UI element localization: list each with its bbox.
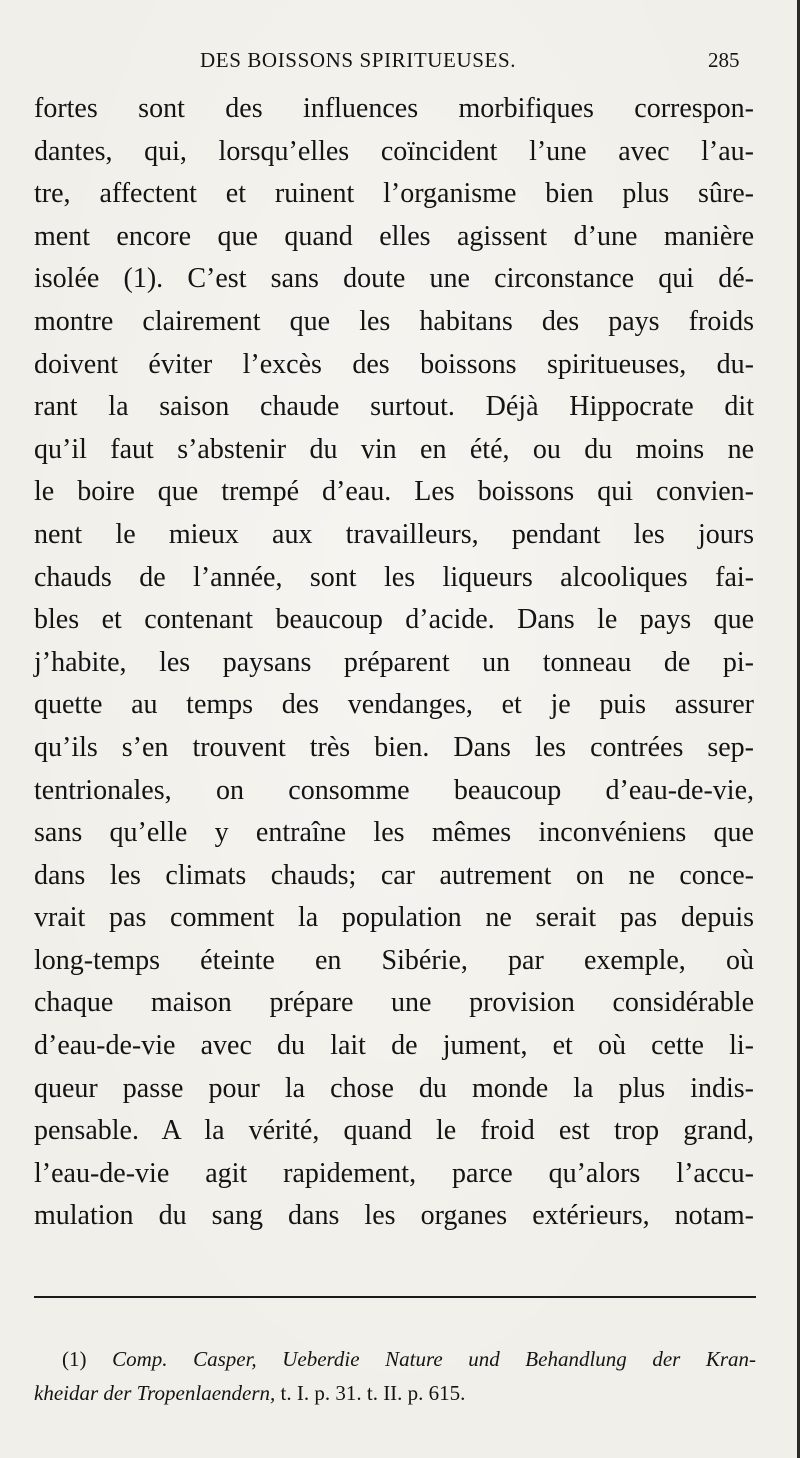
running-title: DES BOISSONS SPIRITUEUSES. bbox=[200, 48, 517, 72]
text-line: vrait pas comment la population ne serait pas depuis bbox=[34, 902, 754, 934]
page-header bbox=[0, 44, 800, 78]
footnote-comp: Comp. bbox=[112, 1347, 168, 1371]
footnote-author: Casper, bbox=[193, 1347, 257, 1371]
text-line: bles et contenant beaucoup d’acide. Dans le pays que bbox=[34, 604, 754, 636]
text-line: chaque maison prépare une provision considérable bbox=[34, 987, 754, 1019]
text-line: rant la saison chaude surtout. Déjà Hippocrate dit bbox=[34, 391, 754, 423]
text-line: j’habite, les paysans préparent un tonneau de pi- bbox=[34, 646, 754, 678]
text-line: doivent éviter l’excès des boissons spiritueuses, du- bbox=[34, 348, 754, 380]
text-line: isolée (1). C’est sans doute une circonstance qui dé- bbox=[34, 263, 754, 295]
footnote-line-2 bbox=[34, 1376, 756, 1410]
footnote-line-1 bbox=[34, 1342, 756, 1376]
text-line: pensable. A la vérité, quand le froid est trop grand, bbox=[34, 1115, 754, 1147]
footnote-divider bbox=[34, 1296, 756, 1298]
text-line: qu’ils s’en trouvent très bien. Dans les contrées sep- bbox=[34, 731, 754, 763]
text-line: mulation du sang dans les organes extérieurs, notam- bbox=[34, 1200, 754, 1232]
text-line: fortes sont des influences morbifiques correspon- bbox=[34, 93, 754, 124]
text-line: long-temps éteinte en Sibérie, par exemple, où bbox=[34, 944, 754, 976]
text-line: sans qu’elle y entraîne les mêmes inconvéniens que bbox=[34, 817, 754, 849]
text-line: queur passe pour la chose du monde la plus indis- bbox=[34, 1072, 754, 1104]
text-line: dans les climats chauds; car autrement on ne conce- bbox=[34, 859, 754, 891]
text-line: chauds de l’année, sont les liqueurs alcooliques fai- bbox=[34, 561, 754, 593]
text-line: dantes, qui, lorsqu’elles coïncident l’une avec l’au- bbox=[34, 135, 754, 167]
text-line: qu’il faut s’abstenir du vin en été, ou du moins ne bbox=[34, 433, 754, 465]
text-line: d’eau-de-vie avec du lait de jument, et où cette li- bbox=[34, 1030, 754, 1062]
footnote-title-2: kheidar der Tropenlaendern, bbox=[34, 1381, 276, 1405]
text-line: tentrionales, on consomme beaucoup d’eau-de-vie, bbox=[34, 774, 754, 806]
text-line: tre, affectent et ruinent l’organisme bien plus sûre- bbox=[34, 178, 754, 210]
text-line: l’eau-de-vie agit rapidement, parce qu’alors l’accu- bbox=[34, 1157, 754, 1189]
text-line: ment encore que quand elles agissent d’une manière bbox=[34, 220, 754, 252]
text-line: le boire que trempé d’eau. Les boissons qui convien- bbox=[34, 476, 754, 508]
page-number: 285 bbox=[708, 48, 740, 72]
body-text bbox=[34, 88, 754, 1238]
footnote-title-1: Ueberdie Nature und Behandlung der Kran- bbox=[282, 1347, 757, 1371]
footnote-marker: (1) bbox=[62, 1347, 87, 1371]
text-line: quette au temps des vendanges, et je puis assurer bbox=[34, 689, 754, 721]
text-line: nent le mieux aux travailleurs, pendant les jours bbox=[34, 518, 754, 550]
text-line: montre clairement que les habitans des pays froids bbox=[34, 305, 754, 337]
footnote-citation: t. I. p. 31. t. II. p. 615. bbox=[280, 1381, 466, 1405]
footnote bbox=[34, 1342, 756, 1410]
